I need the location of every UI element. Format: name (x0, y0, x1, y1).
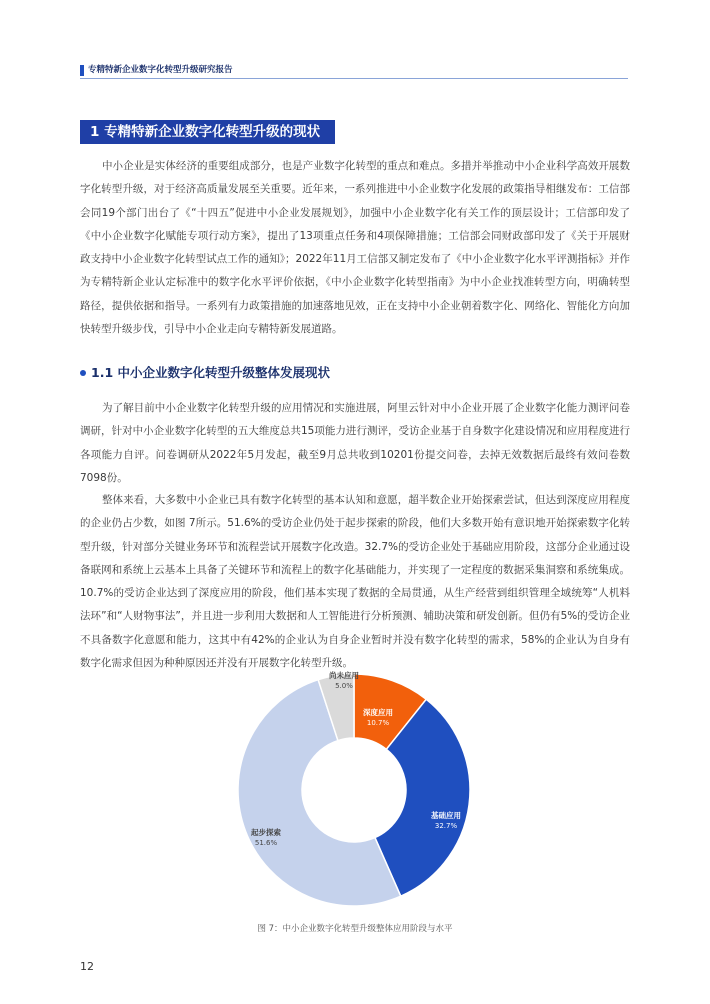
header-title: 专精特新企业数字化转型升级研究报告 (88, 65, 233, 75)
slice-label: 深度应用 (363, 708, 393, 717)
section-paragraph: 中小企业是实体经济的重要组成部分，也是产业数字化转型的重点和难点。多措并举推动中小企业科学高效开展数字化转型升级，对于经济高质量发展至关重要。近年来，一系列推进中小企业数字化发展的政策指导相继发布：工信部会同19个部门出台了《“十四五”促进中小企业发展规划》，加强中小企业数字化有关工作的顶层设计；工信部印发了《中小企业数字化赋能专项行动方案》，提出了13项重点任务和4项保障措施；工信部会同财政部印发了《关于开展财政支持中小企业数字化转型试点工作的通知》；2022年11月工信部又制定发布了《中小企业数字化水平评测指标》并作为专精特新企业认定标准中的数字化水平评价依据，《中小企业数字化转型指南》为中小企业找准转型方向，明确转型路径，提供依据和指导。一系列有力政策措施的加速落地见效，正在支持中小企业朝着数字化、网络化、智能化方向加快转型升级步伐，引导中小企业走向专精特新发展道路。 (80, 160, 630, 336)
chart-caption: 图 7：中小企业数字化转型升级整体应用阶段与水平 (257, 924, 453, 934)
subsection-paragraph-1: 为了解目前中小企业数字化转型升级的应用情况和实施进展，阿里云针对中小企业开展了企业数字化能力测评问卷调研，针对中小企业数字化转型的五大维度总共15项能力进行测评，受访企业基于自身数字化建设情况和应用程度进行各项能力自评。问卷调研从2022年5月发起，截至9月总共收到10201份提交问卷，去掉无效数据后最终有效问卷数7098份。 (80, 402, 630, 484)
slice-label: 基础应用 (431, 811, 461, 820)
page-header (80, 64, 628, 78)
header-accent-bar (80, 65, 84, 76)
slice-label: 尚未应用 (329, 671, 359, 680)
section-title: 1 专精特新企业数字化转型升级的现状 (80, 120, 335, 144)
bullet-dot-icon (80, 370, 86, 376)
slice-label: 起步探索 (251, 828, 281, 837)
page-number: 12 (80, 960, 94, 973)
header-divider (80, 78, 628, 79)
slice-value-label: 51.6% (254, 839, 278, 847)
donut-chart-svg (200, 660, 530, 920)
slice-value-label: 5.0% (335, 682, 353, 690)
subsection-title-text: 1.1 中小企业数字化转型升级整体发展现状 (91, 365, 330, 380)
slice-value-label: 10.7% (366, 719, 390, 727)
subsection-paragraph-2: 整体来看，大多数中小企业已具有数字化转型的基本认知和意愿，超半数企业开始探索尝试，但达到深度应用程度的企业仍占少数，如图 7所示。51.6%的受访企业仍处于起步探索的阶段，他们大多数开始有意识地开始探索数字化转型升级，针对部分关键业务环节和流程尝试开展数字化改造。32.7%的受访企业处于基础应用阶段，这部分企业通过设备联网和系统上云基本上具备了关键环节和流程上的数字化基础能力，并实现了一定程度的数据采集洞察和系统集成。10.7%的受访企业达到了深度应用的阶段，他们基本实现了数据的全局贯通，从生产经营到组织管理全域统筹“人机料法环”和“人财物事法”，并且进一步利用大数据和人工智能进行分析预测、辅助决策和研发创新。但仍有5%的受访企业不具备数字化意愿和能力，这其中有42%的企业认为自身企业暂时并没有数字化转型的需求，58%的企业认为自身有数字化需求但因为种种原因还并没有开展数字化转型升级。 (80, 494, 630, 670)
slice-value-label: 32.7% (434, 822, 458, 830)
donut-chart (200, 660, 530, 920)
subsection-title (80, 363, 330, 383)
